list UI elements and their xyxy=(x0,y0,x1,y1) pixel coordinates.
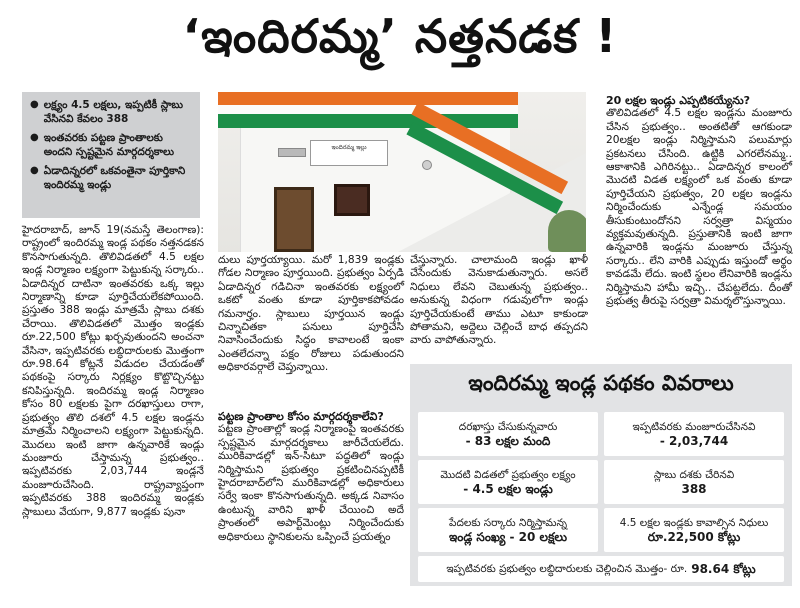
footer-label: ఇప్పటివరకు ప్రభుత్వం లబ్ధిదారులకు చెల్లించిన మొత్తం- రూ. xyxy=(446,563,688,575)
highlights-box xyxy=(22,92,200,218)
article-column-3 xyxy=(410,254,588,348)
headline: ‘ఇందిరమ్మ’ నత్తనడక ! xyxy=(182,9,618,63)
detail-cell xyxy=(418,508,598,552)
wall-lamp xyxy=(422,160,432,170)
panel-title: ఇందిరమ్మ ఇండ్ల పథకం వివరాలు xyxy=(468,371,734,395)
house-plaque: ఇందిరమ్మ ఇల్లు xyxy=(310,140,388,166)
detail-label: దరఖాస్తు చేసుకున్నవారు xyxy=(458,421,558,433)
roof-stripe-green xyxy=(218,114,518,128)
article-paragraph: చేస్తున్నారు. చాలామంది ఇండ్లు ఖాళీ చేసేందుకు వెనుకాడుతున్నారు. అసలే నిధులు లేవని చెబుతున్న ప్రభుత్వం.. అనుకున్న విధంగా గడువులోగా ఇండ్లు పూర్తిచేయకుంటే తాము ఎటూ కాకుండా పోతామని, అద్దెలు చెల్లించే బాధ తప్పదని వారు వాపోతున్నారు. xyxy=(410,254,588,347)
article-column-4 xyxy=(606,94,792,309)
highlight-item xyxy=(30,98,194,126)
article-column-2 xyxy=(218,254,404,375)
detail-value: ఇండ్ల సంఖ్య - 20 లక్షలు xyxy=(449,530,567,544)
detail-label: స్లాబు దశకు చేరినవి xyxy=(653,469,735,481)
highlight-item xyxy=(30,164,194,192)
detail-cell xyxy=(418,412,598,456)
detail-label: పేదలకు సర్కారు నిర్మిస్తామన్న xyxy=(449,517,567,529)
detail-value: - 2,03,744 xyxy=(659,434,729,448)
detail-value: - 83 లక్షల మంది xyxy=(465,434,551,448)
detail-value: 388 xyxy=(681,482,707,496)
detail-value: రూ.22,500 కోట్లు xyxy=(647,530,741,544)
scheme-details-panel xyxy=(410,364,792,586)
article-column-2-section xyxy=(218,410,404,544)
detail-label: మొదటి విడతలో ప్రభుత్వం లక్ష్యం xyxy=(440,469,576,481)
highlight-text: ఏడాదిన్నరలో ఒకవంతైనా పూర్తికాని ఇందిరమ్మ ఇండ్లు xyxy=(43,165,186,191)
highlight-text: లక్ష్యం 4.5 లక్షలు, ఇప్పటికీ స్లాబు వేసినవి కేవలం 388 xyxy=(43,99,184,125)
house-photo xyxy=(218,92,586,252)
article-paragraph: హైదరాబాద్, జూన్ 19(నమస్తే తెలంగాణ): రాష్ట్రంలో ఇందిరమ్మ ఇండ్ల పథకం నత్తనడకన కొనసాగుతున్నది. తొలివిడతలో 4.5 లక్షల ఇండ్ల నిర్మాణం లక్ష్యంగా పెట్టుకున్న సర్కారు.. ఏడాదిన్నర దాటినా ఇంతవరకు ఒక్క ఇల్లు నిర్మాణాన్ని కూడా పూర్తిచేయలేకపోయింది. ప్రస్తుతం 388 ఇండ్లు మాత్రమే స్లాబు దశకు చేరాయి. తొలివిడతలో మొత్తం ఇండ్లకు రూ.22,500 కోట్లు ఖర్చవుతుందని అంచనా వేసినా, ఇప్పటివరకు లబ్ధిదారులకు మొత్తంగా రూ.98.64 కోట్లనే విడుదల చేయడంతో పథకంపై సర్కారు నిర్లక్ష్యం కొట్టొచ్చినట్టు కనిపిస్తున్నది. ఇందిరమ్మ ఇండ్ల నిర్మాణం కోసం 80 లక్షలకు పైగా దరఖాస్తులు రాగా, ప్రభుత్వం తొలి దశలో 4.5 లక్షల ఇండ్లను మాత్రమే నిర్మించాలని లక్ష్యంగా పెట్టుకున్నది. మొదలు ఇంటి జాగా ఉన్నవారికే ఇండ్లు మంజూరు చేస్తామన్న ప్రభుత్వం.. ఇప్పటివరకు 2,03,744 ఇండ్లనే మంజూరుచేసింది. రాష్ట్రవ్యాప్తంగా ఇప్పటివరకు 388 ఇందిరమ్మ ఇండ్లకు స్లాబులు వేయగా, 9,877 ఇండ్లకు పునా xyxy=(22,224,204,518)
detail-label: 4.5 లక్షల ఇండ్లకు కావాల్సిన నిధులు xyxy=(619,517,769,529)
detail-cell xyxy=(604,412,784,456)
detail-cell xyxy=(604,508,784,552)
subheading: 20 లక్షల ఇండ్లు ఎప్పటికయ్యేను? xyxy=(606,94,751,107)
vent xyxy=(278,148,306,157)
detail-cell xyxy=(604,460,784,504)
bullet-icon: ● xyxy=(30,165,39,176)
roof-stripe-orange xyxy=(218,92,518,105)
subheading: పట్టణ ప్రాంతాల కోసం మార్గదర్శకాలేవి? xyxy=(218,410,384,423)
house-window xyxy=(334,184,370,216)
article-paragraph: దులు పూర్తయ్యాయి. మరో 1,839 ఇండ్లకు గోడల నిర్మాణం పూర్తయింది. ప్రభుత్వం ఏర్పడి ఏడాదిన్నర గడిచినా ఇంతవరకు లక్ష్యంలో ఒకటో వంతు కూడా పూర్తికాకపోవడం గమనార్హం. స్లాబులు పూర్తయిన ఇండ్లు చిన్నాచితకా పనులు పూర్తిచేసి నివాసించేందుకు సిద్ధం కావాలంటే ఇంకా ఎంతలేదన్నా పక్షం రోజులు పడుతుందని అధికారవర్గాలే చెప్తున్నాయి. xyxy=(218,254,404,374)
detail-value: - 4.5 లక్షల ఇండ్లు xyxy=(463,482,553,496)
highlight-item xyxy=(30,131,194,159)
detail-label: ఇప్పటివరకు మంజూరుచేసినవి xyxy=(632,421,756,433)
bullet-icon: ● xyxy=(30,132,39,143)
detail-cell xyxy=(418,460,598,504)
bullet-icon: ● xyxy=(30,99,39,110)
tree xyxy=(548,210,586,252)
article-column-1 xyxy=(22,224,204,519)
article-paragraph: పట్టణ ప్రాంతాల్లో ఇండ్ల నిర్మాణంపై ఇంతవరకు స్పష్టమైన మార్గదర్శకాలు జారీచేయలేదు. మురికివాడల్లో ఇన్-సిటూ పద్ధతిలో ఇండ్లు నిర్మిస్తామని ప్రభుత్వం ప్రకటించినప్పటికీ హైదరాబాద్‌లోని మురికివాడల్లో అధికారులు సర్వే ఇంకా కొనసాగుతున్నది. అక్కడ నివాసం ఉంటున్న వారిని ఖాళీ చేయించి అదే ప్రాంతంలో అపార్ట్‌మెంట్లు నిర్మించేందుకు అధికారులు స్థానికులను ఒప్పించే ప్రయత్నం xyxy=(218,423,404,543)
article-paragraph: తొలివిడతలో 4.5 లక్షల ఇండ్లను మంజూరు చేసిన ప్రభుత్వం.. అంతటితో ఆగకుండా 20లక్షల ఇండ్లు నిర్మిస్తామని పలుమార్లు ప్రకటనలు చేసింది. ఉట్టికి ఎగరలేనమ్మ.. ఆకాశానికి ఎగిరినట్టు.. ఏడాదిన్నర కాలంలో మొదటి విడత లక్ష్యంలో ఒక వంతు కూడా పూర్తిచేయని ప్రభుత్వం, 20 లక్షల ఇండ్లను నిర్మించేందుకు ఎన్నేండ్ల సమయం తీసుకుంటుందోనని సర్వత్రా విస్మయం వ్యక్తమవుతున్నది. ప్రస్తుతానికి ఇంటి జాగా ఉన్నవారికి ఇండ్లను మంజూరు చేస్తున్న సర్కారు.. లేని వారికి ఎప్పుడు ఇస్తుందో అర్థం కావడమే లేదు. ఇంటి స్థలం లేనివారికి ఇండ్లను నిర్మిస్తామని హామీ ఇచ్చి.. చేపట్టలేదు. దీంతో ప్రభుత్వ తీరుపై సర్వత్రా విమర్శలొస్తున్నాయి. xyxy=(606,107,792,308)
detail-footer xyxy=(418,556,784,582)
house-door xyxy=(274,187,314,252)
roof-stripe-white xyxy=(218,105,518,114)
footer-value: 98.64 కోట్లు xyxy=(691,562,756,576)
highlight-text: ఇంతవరకు పట్టణ ప్రాంతాలకు అందని స్పష్టమైన మార్గదర్శకాలు xyxy=(43,132,175,158)
